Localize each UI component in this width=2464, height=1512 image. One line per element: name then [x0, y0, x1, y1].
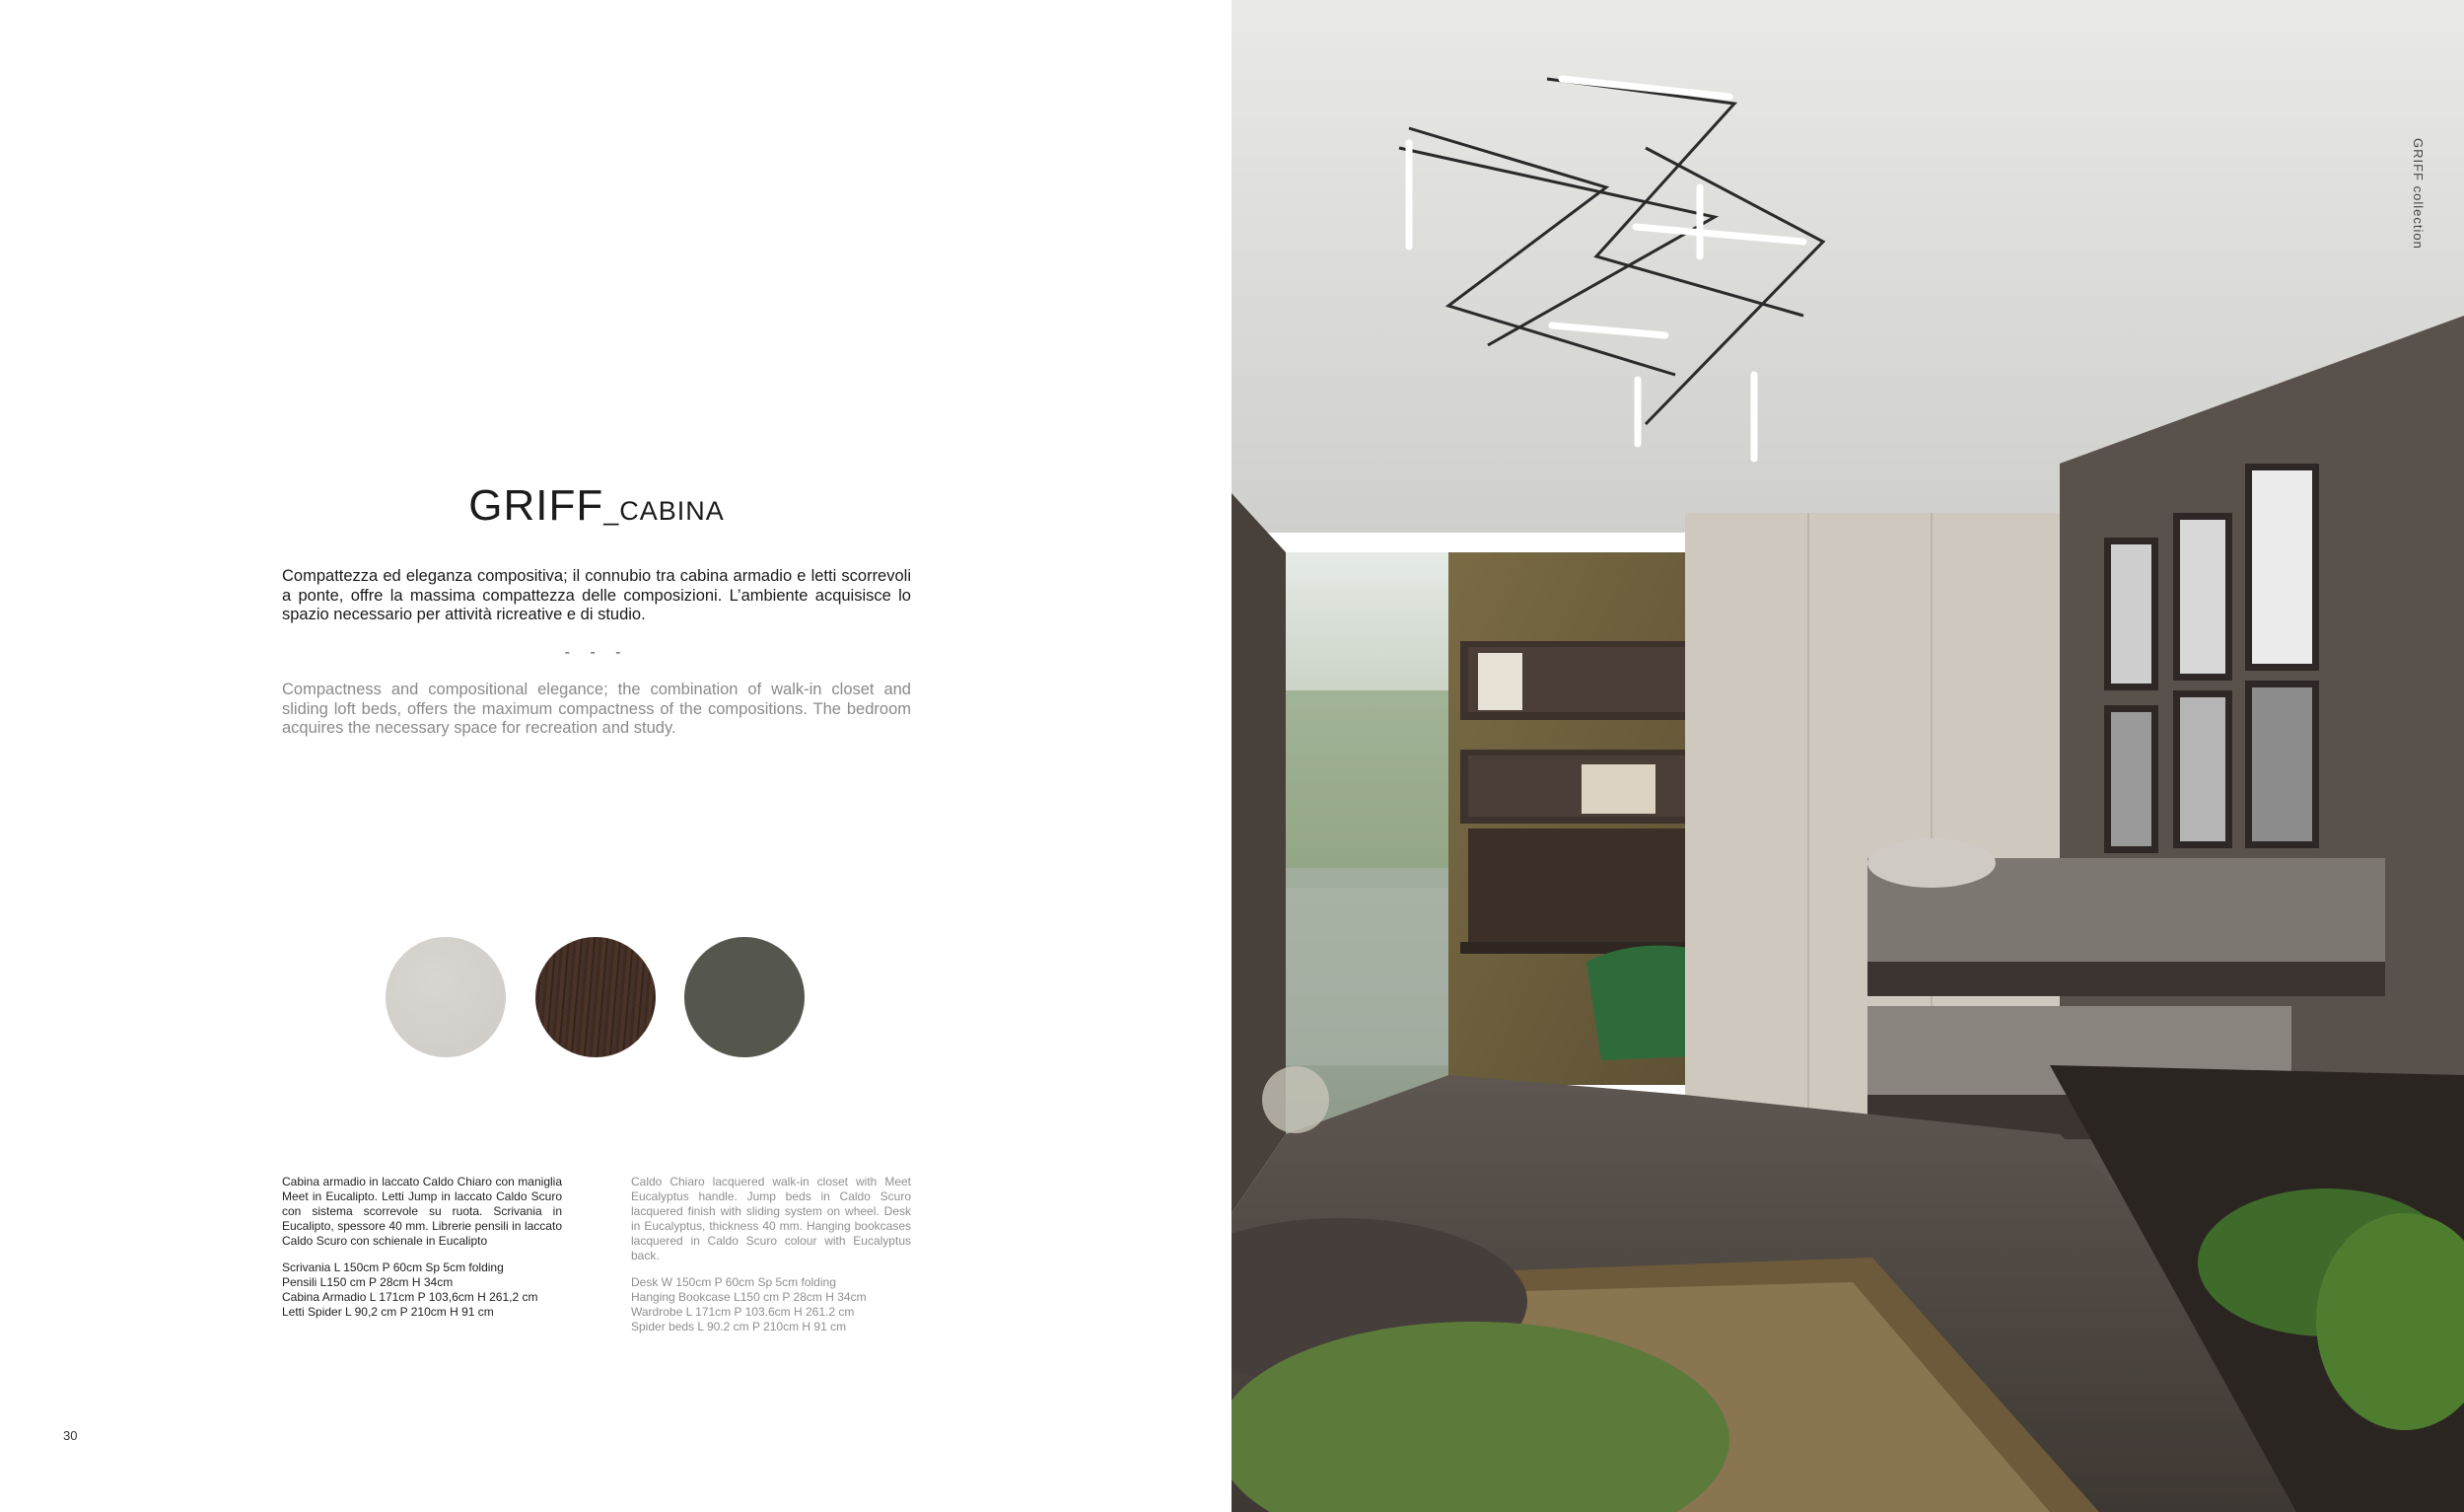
intro-italian: Compattezza ed eleganza compositiva; il connubio tra cabina armadio e letti scorrevoli a ponte, offre la massima compattezza delle composizioni. L’ambiente acquisisce lo spazio necessario per attività ricreative e di studio.: [282, 567, 911, 623]
page-title: [0, 481, 1193, 531]
spec-description-en: Caldo Chiaro lacquered walk-in closet with Meet Eucalyptus handle. Jump beds in Caldo Scuro lacquered finish with sliding system on wheel. Desk in Eucalyptus, thickness 40 mm. Hanging bookcases lacquered in Caldo Scuro colour with Eucalyptus back.: [631, 1175, 911, 1262]
spec-dimension-line: Spider beds L 90.2 cm P 210cm H 91 cm: [631, 1320, 847, 1333]
collection-side-label: GRIFF collection: [2411, 138, 2426, 250]
intro-english: Compactness and compositional elegance; the combination of walk-in closet and sliding loft beds, offers the maximum compactness of the compositions. The bedroom acquires the necessary space for recreation and study.: [282, 681, 911, 737]
spec-italian: [282, 1175, 562, 1320]
bedroom-photo: [1232, 0, 2464, 1512]
spec-description-it: Cabina armadio in laccato Caldo Chiaro con maniglia Meet in Eucalipto. Letti Jump in laccato Caldo Scuro con sistema scorrevole su ruota. Scrivania in Eucalipto, spessore 40 mm. Librerie pensili in laccato Caldo Scuro con schienale in Eucalipto: [282, 1175, 562, 1248]
spec-english: [631, 1175, 911, 1334]
spec-dimension-line: Cabina Armadio L 171cm P 103,6cm H 261,2 cm: [282, 1290, 538, 1304]
spec-dimension-line: Letti Spider L 90,2 cm P 210cm H 91 cm: [282, 1305, 494, 1319]
title-main: GRIFF: [468, 481, 604, 530]
spec-dimensions-en: [631, 1275, 911, 1334]
page-number: 30: [63, 1428, 78, 1443]
spec-dimension-line: Desk W 150cm P 60cm Sp 5cm folding: [631, 1275, 836, 1289]
spec-dimension-line: Hanging Bookcase L150 cm P 28cm H 34cm: [631, 1290, 867, 1304]
finish-swatch-caldo-scuro: [684, 937, 805, 1057]
spec-dimension-line: Scrivania L 150cm P 60cm Sp 5cm folding: [282, 1260, 504, 1274]
spec-dimension-line: Pensili L150 cm P 28cm H 34cm: [282, 1275, 454, 1289]
title-sub: _CABINA: [603, 496, 725, 526]
spec-dimensions-it: [282, 1260, 562, 1320]
finish-swatch-eucalipto: [535, 937, 656, 1057]
section-separator: - - -: [564, 644, 629, 661]
finish-swatch-caldo-chiaro: [386, 937, 506, 1057]
spec-dimension-line: Wardrobe L 171cm P 103.6cm H 261.2 cm: [631, 1305, 855, 1319]
